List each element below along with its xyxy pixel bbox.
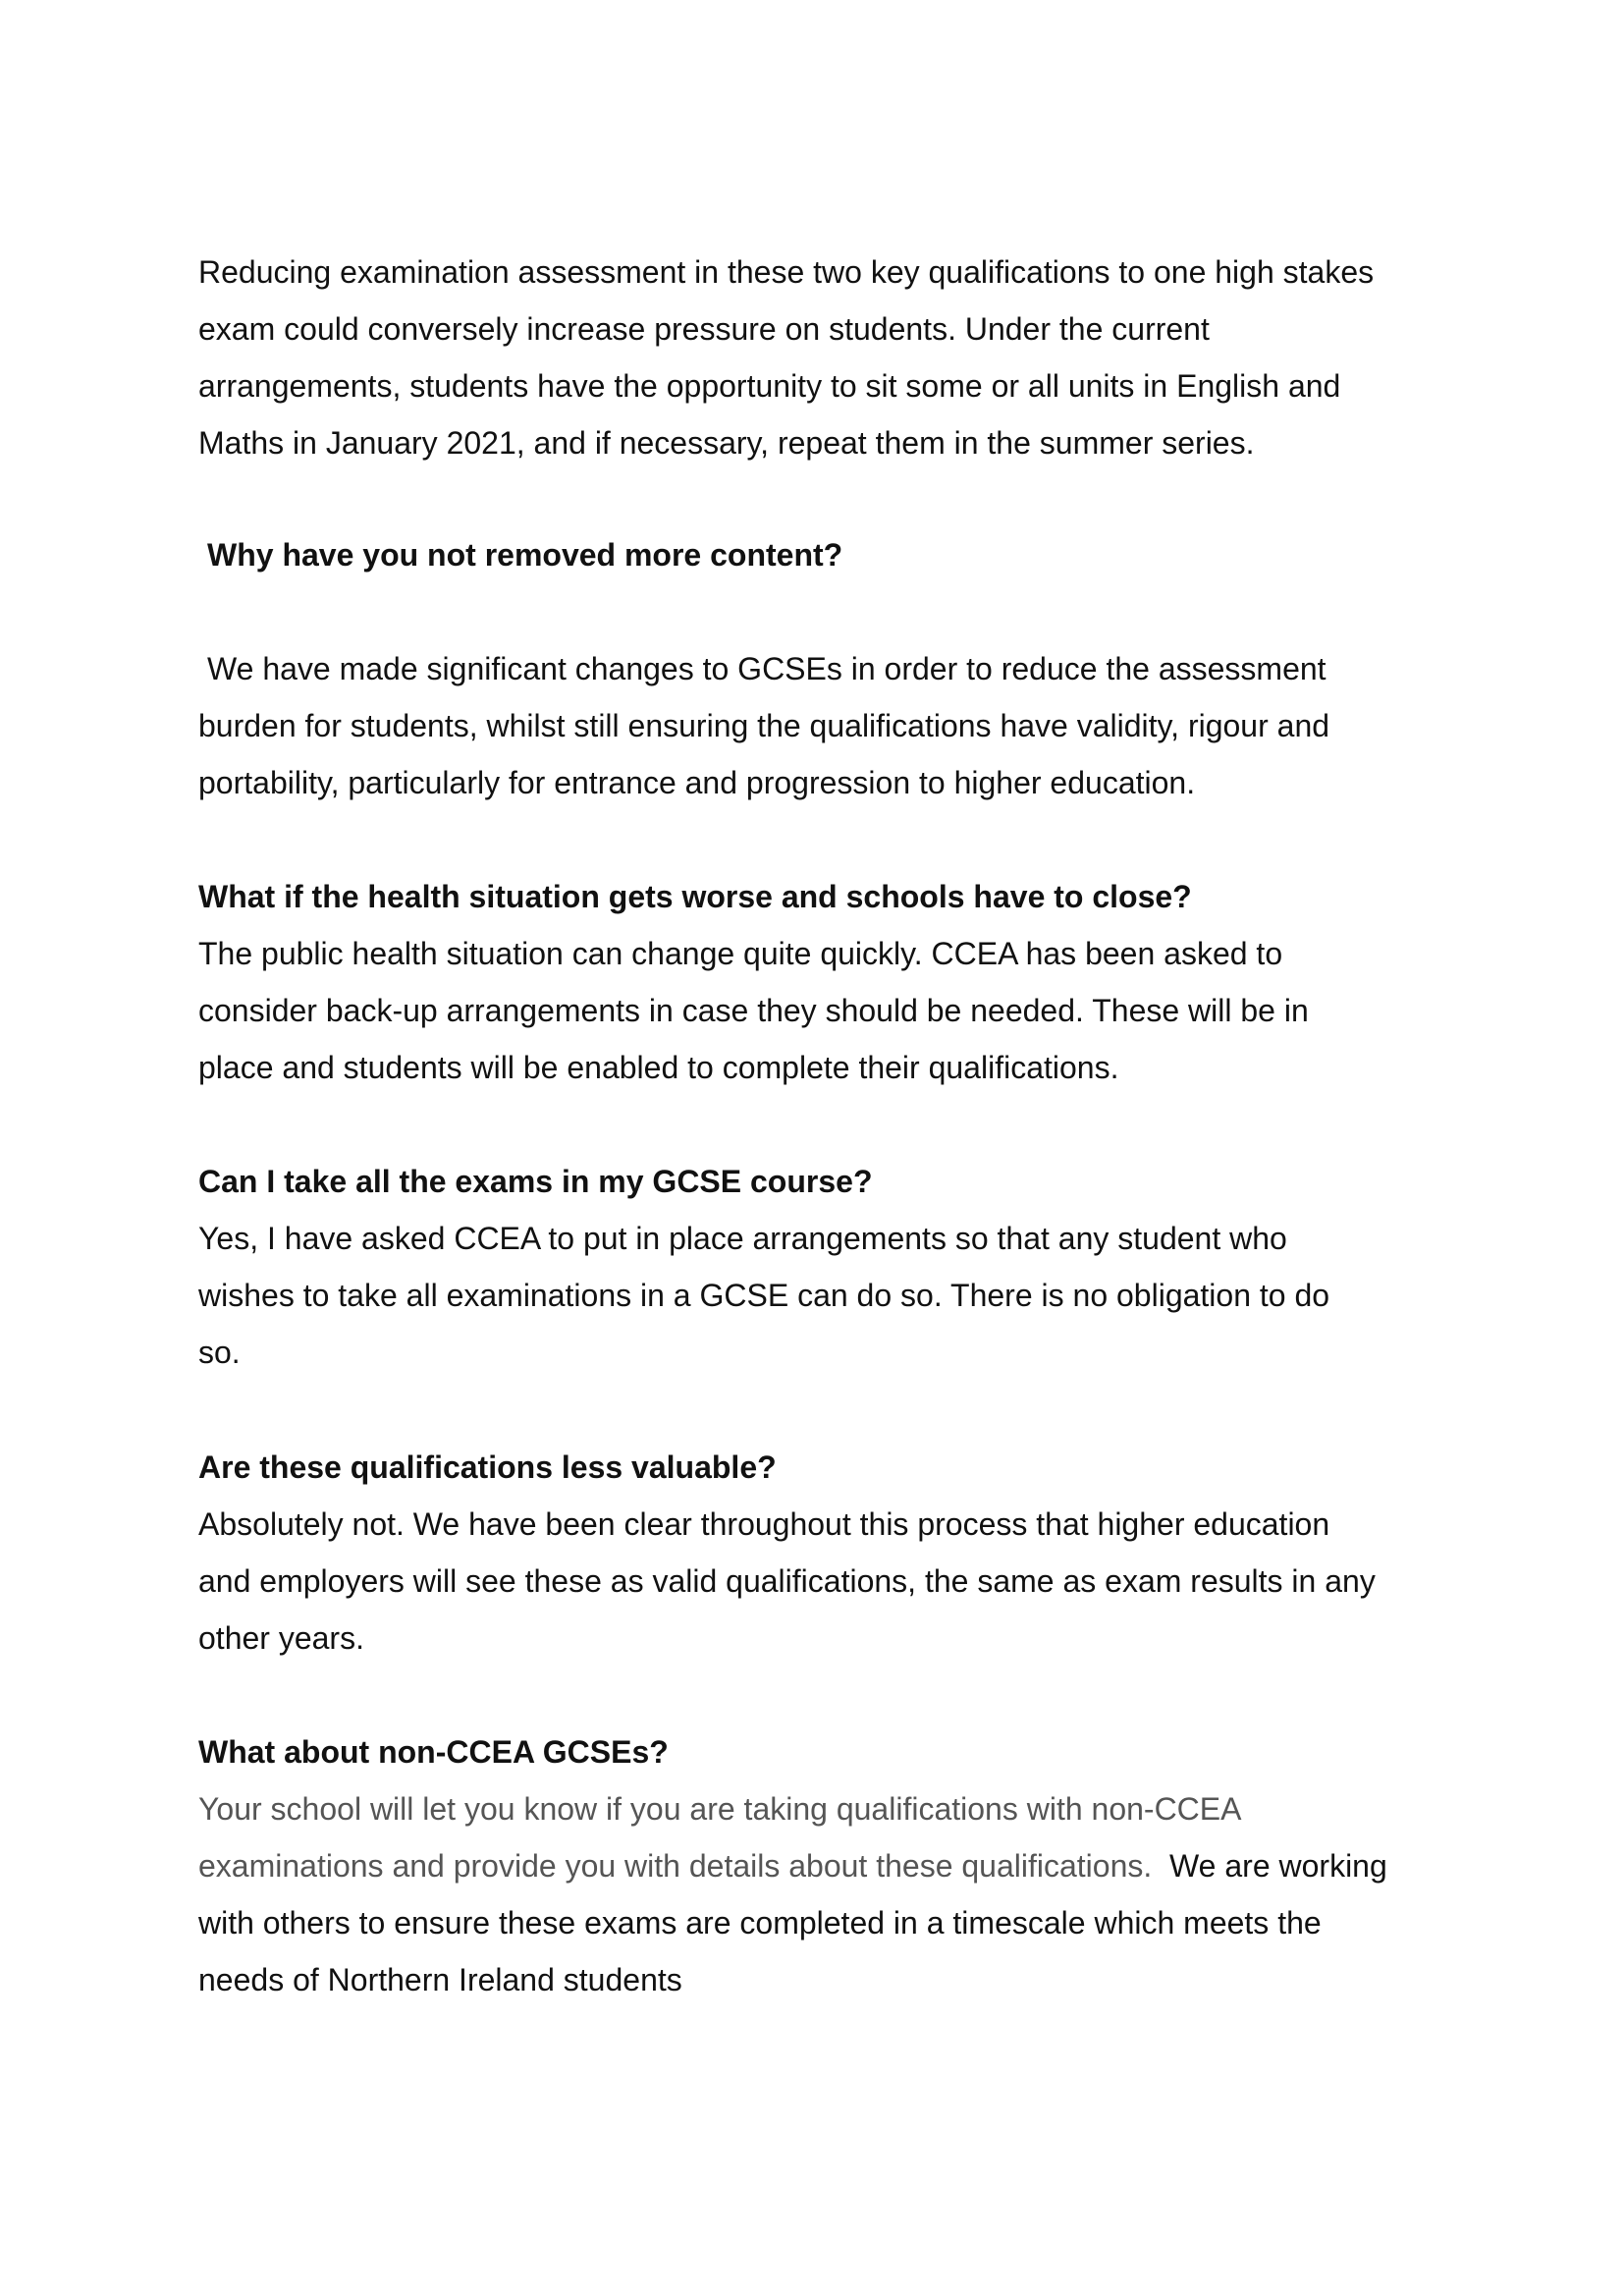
intro-paragraph: [198, 244, 1455, 471]
answer-1: [198, 640, 1455, 811]
question-4: [198, 1439, 1455, 1667]
paragraph-line: arrangements, students have the opportunity to sit some or all units in English and: [198, 368, 1341, 404]
paragraph-segment: We are working: [1169, 1848, 1387, 1884]
question-1: [198, 526, 1455, 583]
paragraph-line: other years.: [198, 1620, 364, 1656]
paragraph-line: with others to ensure these exams are completed in a timescale which meets the: [198, 1905, 1322, 1941]
paragraph-segment-grey: examinations and provide you with details about these qualifications.: [198, 1848, 1153, 1884]
paragraph-line: Maths in January 2021, and if necessary, repeat them in the summer series.: [198, 425, 1255, 461]
paragraph-line: wishes to take all examinations in a GCSE can do so. There is no obligation to do: [198, 1278, 1330, 1313]
paragraph-line: Absolutely not. We have been clear throughout this process that higher education: [198, 1506, 1330, 1542]
paragraph-line: portability, particularly for entrance and progression to higher education.: [198, 765, 1196, 800]
question-2: [198, 868, 1455, 1096]
question-heading: Can I take all the exams in my GCSE course?: [198, 1164, 873, 1199]
paragraph-line: Your school will let you know if you are taking qualifications with non-CCEA: [198, 1791, 1242, 1827]
question-heading: What about non-CCEA GCSEs?: [198, 1734, 669, 1770]
paragraph-line: Reducing examination assessment in these two key qualifications to one high stakes: [198, 254, 1375, 290]
question-3: [198, 1153, 1455, 1381]
paragraph-line: We have made significant changes to GCSEs in order to reduce the assessment: [207, 651, 1326, 686]
paragraph-line: place and students will be enabled to complete their qualifications.: [198, 1050, 1119, 1085]
paragraph-line: burden for students, whilst still ensuring the qualifications have validity, rigour and: [198, 708, 1330, 743]
paragraph-line: needs of Northern Ireland students: [198, 1962, 682, 1997]
paragraph-line: Yes, I have asked CCEA to put in place arrangements so that any student who: [198, 1221, 1287, 1256]
paragraph-line: and employers will see these as valid qualifications, the same as exam results in any: [198, 1563, 1376, 1599]
question-5: [198, 1723, 1455, 2008]
paragraph-line: so.: [198, 1335, 241, 1370]
paragraph-line: [198, 1837, 1455, 1894]
question-heading: Why have you not removed more content?: [207, 537, 843, 573]
question-heading: Are these qualifications less valuable?: [198, 1449, 777, 1485]
question-heading: What if the health situation gets worse and schools have to close?: [198, 879, 1192, 914]
paragraph-line: exam could conversely increase pressure on students. Under the current: [198, 311, 1210, 347]
paragraph-line: The public health situation can change quite quickly. CCEA has been asked to: [198, 936, 1283, 971]
paragraph-line: consider back-up arrangements in case they should be needed. These will be in: [198, 993, 1309, 1028]
